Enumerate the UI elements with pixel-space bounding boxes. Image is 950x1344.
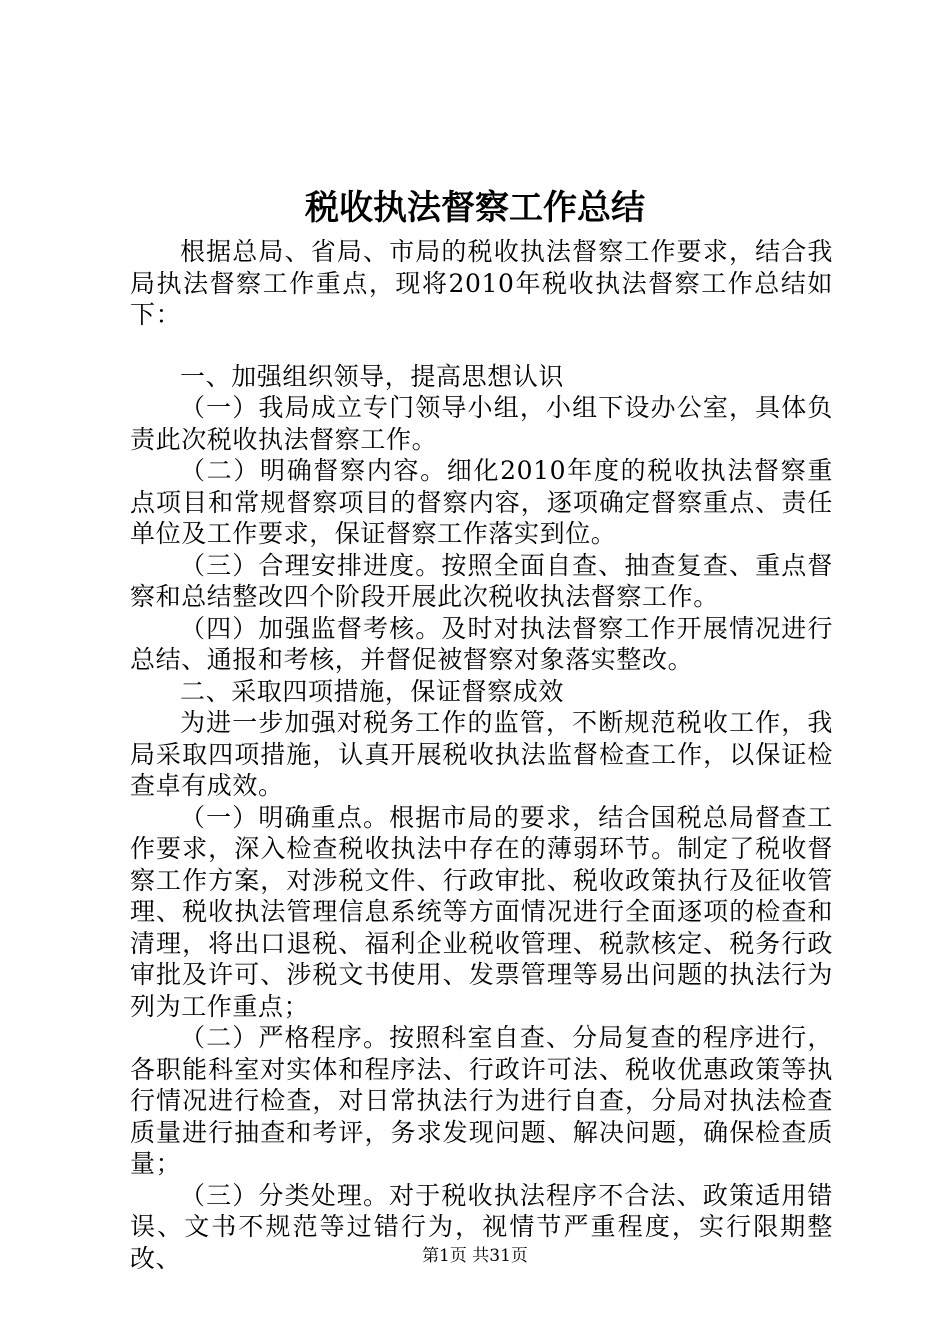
paragraph-1-1: （一）我局成立专门领导小组，小组下设办公室，具体负责此次税收执法督察工作。 <box>130 393 833 454</box>
section-2-intro: 为进一步加强对税务工作的监管，不断规范税收工作，我局采取四项措施，认真开展税收执法监督检查工作，以保证检查卓有成效。 <box>130 708 833 800</box>
document-body <box>130 236 833 1274</box>
paragraph-2-1: （一）明确重点。根据市局的要求，结合国税总局督查工作要求，深入检查税收执法中存在的薄弱环节。制定了税收督察工作方案，对涉税文件、行政审批、税收政策执行及征收管理、税收执法管理信息系统等方面情况进行全面逐项的检查和清理，将出口退税、福利企业税收管理、税款核定、税务行政审批及许可、涉税文书使用、发票管理等易出问题的执法行为列为工作重点； <box>130 802 833 1021</box>
paragraph-1-2: （二）明确督察内容。细化2010年度的税收执法督察重点项目和常规督察项目的督察内容，逐项确定督察重点、责任单位及工作要求，保证督察工作落实到位。 <box>130 456 833 548</box>
intro-paragraph: 根据总局、省局、市局的税收执法督察工作要求，结合我局执法督察工作重点，现将2010年税收执法督察工作总结如下： <box>130 237 833 329</box>
document-title: 税收执法督察工作总结 <box>305 188 645 228</box>
paragraph-1-3: （三）合理安排进度。按照全面自查、抽查复查、重点督察和总结整改四个阶段开展此次税收执法督察工作。 <box>130 550 833 611</box>
paragraph-2-3: （三）分类处理。对于税收执法程序不合法、政策适用错误、文书不规范等过错行为，视情节严重程度，实行限期整改、 <box>130 1180 833 1273</box>
paragraph-1-4: （四）加强监督考核。及时对执法督察工作开展情况进行总结、通报和考核，并督促被督察对象落实整改。 <box>130 613 833 674</box>
paragraph-2-2: （二）严格程序。按照科室自查、分局复查的程序进行，各职能科室对实体和程序法、行政许可法、税收优惠政策等执行情况进行检查，对日常执法行为进行自查，分局对执法检查质量进行抽查和考评，务求发现问题、解决问题，确保检查质量； <box>130 1023 833 1178</box>
section-heading-1: 一、加强组织领导，提高思想认识 <box>180 361 565 391</box>
page-footer: 第1页 共31页 <box>422 1246 528 1266</box>
section-heading-2: 二、采取四项措施，保证督察成效 <box>180 676 565 706</box>
